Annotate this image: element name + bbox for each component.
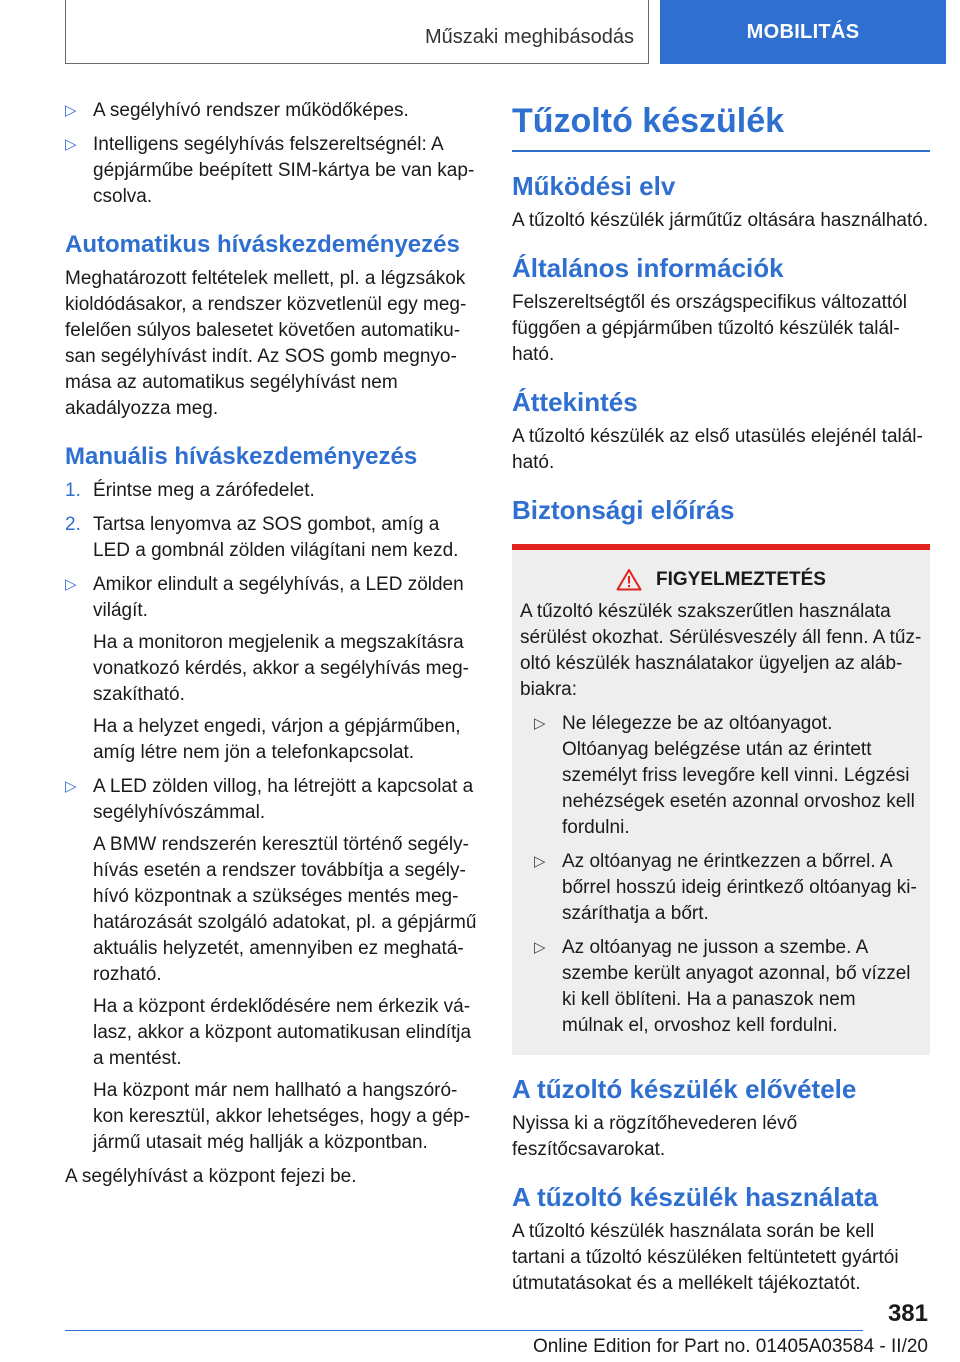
section-text-overview: A tűzoltó készülék az első utasülés elejénél található. xyxy=(512,426,923,473)
triangle-right-icon: ▷ xyxy=(534,853,546,870)
page-title: Tűzoltó készülék xyxy=(512,98,930,152)
section-heading-general: Általános információk xyxy=(512,253,784,283)
warning-title: FIGYELMEZTETÉS xyxy=(656,568,826,590)
step-number: 1. xyxy=(65,480,81,501)
list-item: ▷ Intelligens segélyhívás felszereltségnél: A gépjárműbe beépített SIM-kártya be van kapcsolva. xyxy=(65,134,475,207)
section-text-usage: A tűzoltó készülék használata során be kell tartani a tűzoltó készüléken feltüntetett gyártói útmutatásokat és a mellékelt tájékoztatót. xyxy=(512,1221,899,1294)
warning-intro: A tűzoltó készülék szakszerűtlen használata sérülést okozhat. Sérülésveszély áll fenn. A tűzoltó készülék használatakor ügyeljen az alábbiakra: xyxy=(520,601,922,700)
step-item: 1. Érintse meg a zárófedelet. xyxy=(65,478,480,504)
list-item: ▷ Amikor elindult a segélyhívás, a LED zölden világít. xyxy=(65,574,464,621)
closing-text: A segélyhívást a központ fejezi be. xyxy=(65,1166,357,1187)
triangle-right-icon: ▷ xyxy=(65,136,77,153)
continuation-text: Ha a központ érdeklődésére nem érkezik válasz, akkor a központ automatikusan elindítja a mentést. xyxy=(93,996,472,1069)
list-item: ▷ A segélyhívó rendszer működőképes. xyxy=(65,98,480,124)
manual-call-heading: Manuális híváskezdeményezés xyxy=(65,443,418,470)
header-chapter-label: MOBILITÁS xyxy=(746,20,860,43)
section-heading-safety: Biztonsági előírás xyxy=(512,495,735,525)
section-text-general: Felszereltségtől és országspecifikus változattól függően a gépjárműben tűzoltó készülék található. xyxy=(512,292,907,365)
step-item: 2. Tartsa lenyomva az SOS gombot, amíg a LED a gombnál zölden világítani nem kezd. xyxy=(65,514,459,561)
header-section-box xyxy=(65,0,649,64)
auto-call-text: Meghatározott feltételek mellett, pl. a légzsákok kioldódásakor, a rendszer közvetlenül egy megfelelően súlyos balesetet követően automatikusan segélyhívást indít. Az SOS gomb megnyomása az automatikus segélyhívást nem akadályozza meg. xyxy=(65,268,467,419)
triangle-right-icon: ▷ xyxy=(534,939,546,956)
triangle-right-icon: ▷ xyxy=(65,576,77,593)
continuation-text: Ha a monitoron megjelenik a megszakításra vonatkozó kérdés, akkor a segélyhívás megszakítható. xyxy=(93,632,469,705)
triangle-right-icon: ▷ xyxy=(65,102,77,119)
warning-item: ▷ Az oltóanyag ne jusson a szembe. A szembe került anyagot azonnal, bő vízzel ki kell öblíteni. Ha a panaszok nem múlnak el, orvoshoz kell fordulni. xyxy=(534,937,911,1036)
warning-item: ▷ Az oltóanyag ne érintkezzen a bőrrel. A bőrrel hosszú ideig érintkező oltóanyag kiszáríthatja a bőrt. xyxy=(534,851,917,924)
auto-call-heading: Automatikus híváskezdeményezés xyxy=(65,231,460,258)
footer-edition-text: Online Edition for Part no. 01405A03584 - II/20 xyxy=(532,1336,928,1357)
header-section-title: Műszaki meghibásodás xyxy=(425,26,634,48)
step-number: 2. xyxy=(65,514,81,535)
left-column xyxy=(65,98,480,1190)
section-heading-usage: A tűzoltó készülék használata xyxy=(512,1182,879,1212)
section-heading-overview: Áttekintés xyxy=(512,387,638,417)
continuation-text: A BMW rendszerén keresztül történő segélyhívás esetén a rendszer továbbítja a segélyhívó központnak a szükséges mentés meghatározását szolgáló adatokat, pl. a gépjármű aktuális helyzetét, amennyiben ez meghatározható. xyxy=(93,834,477,985)
warning-item: ▷ Ne lélegezze be az oltóanyagot. Oltóanyag belégzése után az érintett személyt friss levegőre kell vinni. Légzési nehézségek esetén azonnal orvoshoz kell fordulni. xyxy=(534,713,915,838)
warning-box xyxy=(512,544,930,1055)
list-item: ▷ A LED zölden villog, ha létrejött a kapcsolat a segélyhívószámmal. xyxy=(65,776,474,823)
right-column xyxy=(512,98,930,1297)
section-heading-removal: A tűzoltó készülék elővétele xyxy=(512,1074,857,1104)
header-chapter-tab xyxy=(660,0,946,64)
continuation-text: Ha a helyzet engedi, várjon a gépjárműben, amíg létre nem jön a telefonkapcsolat. xyxy=(93,716,461,763)
continuation-text: Ha központ már nem hallható a hangszórókon keresztül, akkor lehetséges, hogy a gépjármű utasait még hallják a központban. xyxy=(93,1080,471,1153)
triangle-right-icon: ▷ xyxy=(65,778,77,795)
section-text-removal: Nyissa ki a rögzítőhevederen lévő feszítőcsavarokat. xyxy=(512,1113,798,1160)
page-number: 381 xyxy=(887,1300,928,1327)
warning-triangle-icon xyxy=(616,568,642,591)
section-text-principle: A tűzoltó készülék járműtűz oltására használható. xyxy=(512,210,929,231)
warning-header xyxy=(520,568,922,591)
triangle-right-icon: ▷ xyxy=(534,715,546,732)
footer-divider xyxy=(65,1330,863,1331)
section-heading-principle: Működési elv xyxy=(512,171,676,201)
